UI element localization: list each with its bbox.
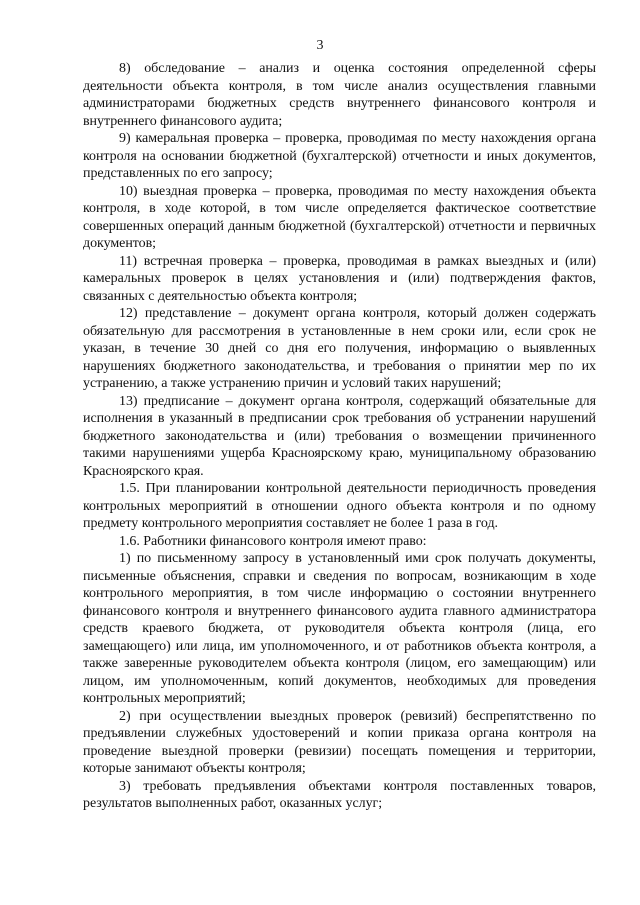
paragraph-right-2: 2) при осуществлении выездных проверок (ревизий) беспрепятственно по предъявлении служебных удостоверений и копии приказа органа контроля на проведение выездной проверки (ревизии) посещать помещения и территории, которые занимают объекты контроля; [83, 708, 596, 776]
paragraph-section-1-6: 1.6. Работники финансового контроля имеют право: [119, 533, 427, 549]
paragraph-item-12-submission: 12) представление – документ органа контроля, который должен содержать обязательную для рассмотрения в установленные в нем сроки или, если срок не указан, в течение 30 дней со дня его получения, информацию о выявленных нарушениях бюджетного законодательства, и требования о принятии мер по их устранению, а также устранению причин и условий таких нарушений; [83, 306, 596, 391]
paragraph-item-8-inspection: 8) обследование – анализ и оценка состояния определенной сферы деятельности объекта контроля, в том числе анализ осуществления главными администраторами бюджетных средств внутреннего финансового контроля и внутреннего финансового аудита; [83, 61, 596, 129]
paragraph-right-1: 1) по письменному запросу в установленный ими срок получать документы, письменные объяснения, справки и сведения по вопросам, возникающим в ходе контрольного мероприятия, в том числе информацию о состоянии внутреннего финансового контроля и внутреннего финансового аудита главного администратора средств краевого бюджета, от руководителя объекта контроля (лица, его замещающего) или лица, им уполномоченного, и от работников объекта контроля, а также заверенные руководителем объекта контроля (лицом, его замещающим) или лицом, им уполномоченным, копий документов, необходимых для проведения контрольных мероприятий; [83, 551, 596, 706]
paragraph-section-1-5: 1.5. При планировании контрольной деятельности периодичность проведения контрольных мероприятий в отношении одного объекта контроля и по одному предмету контрольного мероприятия составляет не более 1 раза в год. [83, 481, 596, 531]
paragraph-right-3: 3) требовать предъявления объектами контроля поставленных товаров, результатов выполненных работ, оказанных услуг; [83, 778, 596, 811]
paragraph-item-13-order: 13) предписание – документ органа контроля, содержащий обязательные для исполнения в указанный в предписании срок требования об устранении нарушений бюджетного законодательства и (или) требования о возмещении причиненного такими нарушениями ущерба Красноярскому краю, муниципальному образованию Красноярского края. [83, 393, 596, 479]
paragraph-item-11-counter-audit: 11) встречная проверка – проверка, проводимая в рамках выездных и (или) камеральных проверок в целях установления и (или) подтверждения фактов, связанных с деятельностью объекта контроля; [83, 253, 596, 304]
paragraph-item-10-field-audit: 10) выездная проверка – проверка, проводимая по месту нахождения объекта контроля, в ходе которой, в том числе определяется фактическое соответствие совершенных операций данным бюджетной (бухгалтерской) отчетности и первичных документов; [83, 183, 596, 251]
document-body [83, 60, 596, 813]
paragraph-item-9-desk-audit: 9) камеральная проверка – проверка, проводимая по месту нахождения органа контроля на основании бюджетной (бухгалтерской) отчетности и иных документов, представленных по его запросу; [83, 131, 596, 181]
page-number: 3 [316, 38, 324, 53]
